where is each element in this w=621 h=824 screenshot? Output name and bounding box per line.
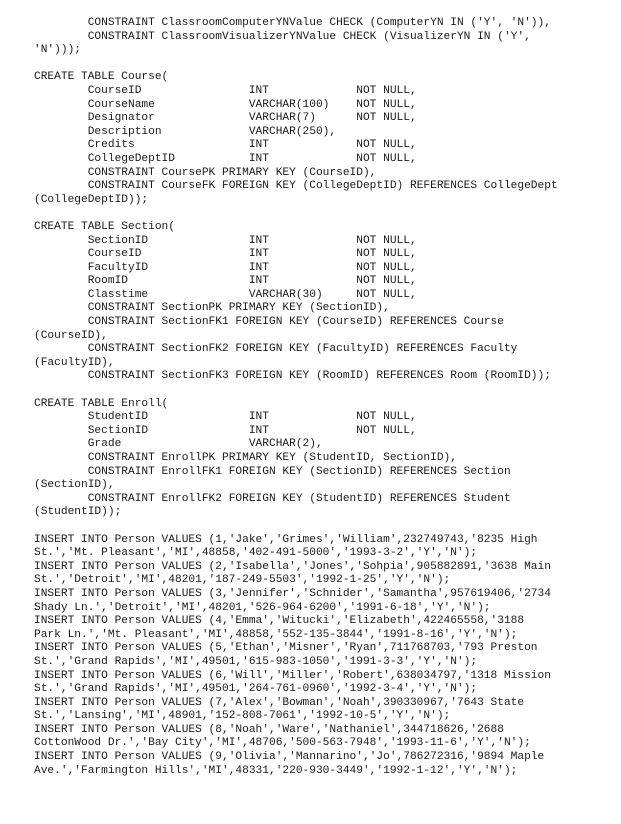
code-line: (CollegeDeptID)); — [34, 193, 149, 206]
sql-document — [34, 17, 604, 778]
code-line: (CourseID), — [34, 329, 108, 342]
code-line: CourseID INT NOT NULL, — [34, 84, 417, 97]
code-line: (StudentID)); — [34, 506, 122, 519]
code-line: INSERT INTO Person VALUES (9,'Olivia','Mannarino','Jo',786272316,'9894 Maple — [34, 751, 545, 764]
code-line: CREATE TABLE Enroll( — [34, 397, 169, 410]
blank-line — [34, 384, 604, 398]
code-line: Classtime VARCHAR(30) NOT NULL, — [34, 288, 417, 301]
code-line: CONSTRAINT CourseFK FOREIGN KEY (CollegeDeptID) REFERENCES CollegeDept — [34, 180, 558, 193]
code-line: CONSTRAINT ClassroomComputerYNValue CHECK (ComputerYN IN ('Y', 'N')), — [34, 17, 551, 29]
code-line: INSERT INTO Person VALUES (2,'Isabella','Jones','Sohpia',905882891,'3638 Main — [34, 560, 551, 573]
code-line: Park Ln.','Mt. Pleasant','MI',48858,'552-135-3844','1991-8-16','Y','N'); — [34, 628, 518, 641]
code-line: Shady Ln.','Detroit','MI',48201,'526-964-6200','1991-6-18','Y','N'); — [34, 601, 491, 614]
code-line: St.','Grand Rapids','MI',49501,'264-761-0960','1992-3-4','Y','N'); — [34, 683, 478, 696]
code-line: CONSTRAINT ClassroomVisualizerYNValue CHECK (VisualizerYN IN ('Y', — [34, 30, 531, 43]
code-line: Grade VARCHAR(2), — [34, 438, 323, 451]
code-line: INSERT INTO Person VALUES (4,'Emma','Witucki','Elizabeth',422465558,'3188 — [34, 615, 525, 628]
code-line: St.','Mt. Pleasant','MI',48858,'402-491-5000','1993-3-2','Y','N'); — [34, 547, 478, 560]
code-line: St.','Lansing','MI',48901,'152-808-7061','1992-10-5','Y','N'); — [34, 710, 451, 723]
code-line: Designator VARCHAR(7) NOT NULL, — [34, 112, 417, 125]
code-line: SectionID INT NOT NULL, — [34, 424, 417, 437]
code-line: CONSTRAINT EnrollFK1 FOREIGN KEY (SectionID) REFERENCES Section — [34, 465, 511, 478]
code-line: INSERT INTO Person VALUES (7,'Alex','Bowman','Noah',390330967,'7643 State — [34, 696, 525, 709]
code-line: (FacultyID), — [34, 356, 115, 369]
code-line: INSERT INTO Person VALUES (3,'Jennifer','Schnider','Samantha',957619406,'2734 — [34, 587, 551, 600]
code-line: StudentID INT NOT NULL, — [34, 411, 417, 424]
code-line: CONSTRAINT SectionPK PRIMARY KEY (SectionID), — [34, 302, 390, 315]
code-line: Credits INT NOT NULL, — [34, 139, 417, 152]
code-line: Description VARCHAR(250), — [34, 125, 337, 138]
code-line: 'N'))); — [34, 44, 81, 57]
code-line: CREATE TABLE Section( — [34, 220, 175, 233]
code-line: CREATE TABLE Course( — [34, 71, 169, 84]
classroom-constraints-block — [34, 17, 604, 58]
code-line: CourseName VARCHAR(100) NOT NULL, — [34, 98, 417, 111]
create-table-enroll-block — [34, 398, 604, 520]
code-line: (SectionID), — [34, 479, 115, 492]
code-line: Ave.','Farmington Hills','MI',48331,'220-930-3449','1992-1-12','Y','N'); — [34, 764, 518, 777]
code-line: SectionID INT NOT NULL, — [34, 234, 417, 247]
code-line: INSERT INTO Person VALUES (5,'Ethan','Misner','Ryan',711768703,'793 Preston — [34, 642, 538, 655]
code-line: CONSTRAINT SectionFK3 FOREIGN KEY (RoomID) REFERENCES Room (RoomID)); — [34, 370, 551, 383]
code-line: INSERT INTO Person VALUES (1,'Jake','Grimes','William',232749743,'8235 High — [34, 533, 538, 546]
code-line: RoomID INT NOT NULL, — [34, 275, 417, 288]
code-line: CONSTRAINT CoursePK PRIMARY KEY (CourseID), — [34, 166, 377, 179]
code-line: INSERT INTO Person VALUES (8,'Noah','Ware','Nathaniel',344718626,'2688 — [34, 723, 504, 736]
code-line: St.','Detroit','MI',48201,'187-249-5503','1992-1-25','Y','N'); — [34, 574, 451, 587]
code-line: CONSTRAINT EnrollFK2 FOREIGN KEY (StudentID) REFERENCES Student — [34, 492, 511, 505]
blank-line — [34, 520, 604, 534]
code-line: St.','Grand Rapids','MI',49501,'615-983-1050','1991-3-3','Y','N'); — [34, 655, 478, 668]
code-line: CONSTRAINT EnrollPK PRIMARY KEY (StudentID, SectionID), — [34, 452, 457, 464]
create-table-course-block — [34, 71, 604, 207]
code-line: CONSTRAINT SectionFK1 FOREIGN KEY (CourseID) REFERENCES Course — [34, 316, 504, 329]
blank-line — [34, 58, 604, 72]
code-line: CottonWood Dr.','Bay City','MI',48706,'500-563-7948','1993-11-6','Y','N'); — [34, 737, 531, 750]
create-table-section-block — [34, 221, 604, 384]
code-line: CONSTRAINT SectionFK2 FOREIGN KEY (FacultyID) REFERENCES Faculty — [34, 343, 518, 356]
code-line: CollegeDeptID INT NOT NULL, — [34, 152, 417, 165]
insert-person-block — [34, 534, 604, 779]
code-line: FacultyID INT NOT NULL, — [34, 261, 417, 274]
blank-line — [34, 207, 604, 221]
code-line: CourseID INT NOT NULL, — [34, 248, 417, 261]
code-line: INSERT INTO Person VALUES (6,'Will','Miller','Robert',638034797,'1318 Mission — [34, 669, 551, 682]
